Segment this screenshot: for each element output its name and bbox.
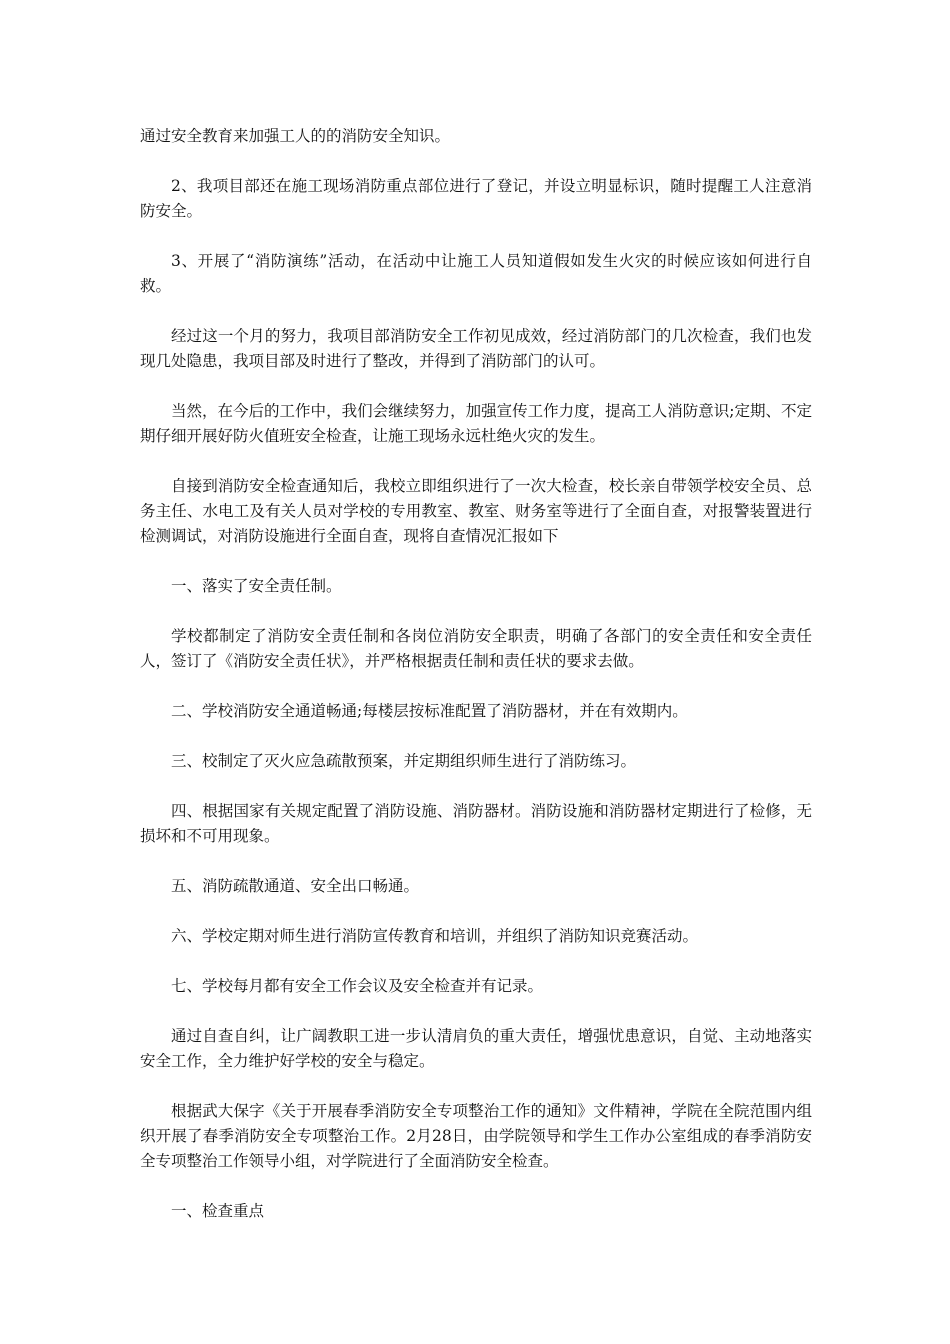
section-heading-3: 三、校制定了灭火应急疏散预案，并定期组织师生进行了消防练习。 [171,752,637,770]
paragraph-continuation: 通过安全教育来加强工人的的消防安全知识。 [140,127,451,145]
paragraph-responsibility: 学校都制定了消防安全责任制和各岗位消防安全职责，明确了各部门的安全责任和安全责任人，签订了《消防安全责任状》，并严格根据责任制和责任状的要求去做。 [140,627,812,670]
paragraph-school-intro: 自接到消防安全检查通知后，我校立即组织进行了一次大检查，校长亲自带领学校安全员、总务主任、水电工及有关人员对学校的专用教室、教室、财务室等进行了全面自查，对报警装置进行检测调试，对消防设施进行全面自查，现将自查情况汇报如下 [140,477,812,545]
section-heading-inspection-focus: 一、检查重点 [171,1202,265,1220]
paragraph-self-check-conclusion: 通过自查自纠，让广阔教职工进一步认清肩负的重大责任，增强忧患意识，自觉、主动地落实安全工作，全力维护好学校的安全与稳定。 [140,1027,812,1070]
paragraph-outlook: 当然，在今后的工作中，我们会继续努力，加强宣传工作力度，提高工人消防意识;定期、不定期仔细开展好防火值班安全检查，让施工现场永远杜绝火灾的发生。 [140,402,812,445]
paragraph-item-3: 3、开展了“消防演练”活动，在活动中让施工人员知道假如发生火灾的时候应该如何进行自救。 [140,252,812,295]
paragraph-item-2: 2、我项目部还在施工现场消防重点部位进行了登记，并设立明显标识，随时提醒工人注意消防安全。 [140,177,812,220]
document-body [140,124,812,1249]
section-heading-7: 七、学校每月都有安全工作会议及安全检查并有记录。 [171,977,544,995]
section-heading-4: 四、根据国家有关规定配置了消防设施、消防器材。消防设施和消防器材定期进行了检修，无损坏和不可用现象。 [140,802,812,845]
section-heading-6: 六、学校定期对师生进行消防宣传教育和培训，并组织了消防知识竞赛活动。 [171,927,699,945]
section-heading-2: 二、学校消防安全通道畅通;每楼层按标准配置了消防器材，并在有效期内。 [171,702,688,720]
paragraph-summary: 经过这一个月的努力，我项目部消防安全工作初见成效，经过消防部门的几次检查，我们也发现几处隐患，我项目部及时进行了整改，并得到了消防部门的认可。 [140,327,812,370]
section-heading-1: 一、落实了安全责任制。 [171,577,342,595]
section-heading-5: 五、消防疏散通道、安全出口畅通。 [171,877,420,895]
paragraph-campaign-intro: 根据武大保字《关于开展春季消防安全专项整治工作的通知》文件精神，学院在全院范围内组织开展了春季消防安全专项整治工作。2月28日，由学院领导和学生工作办公室组成的春季消防安全专项整治工作领导小组，对学院进行了全面消防安全检查。 [140,1102,812,1170]
